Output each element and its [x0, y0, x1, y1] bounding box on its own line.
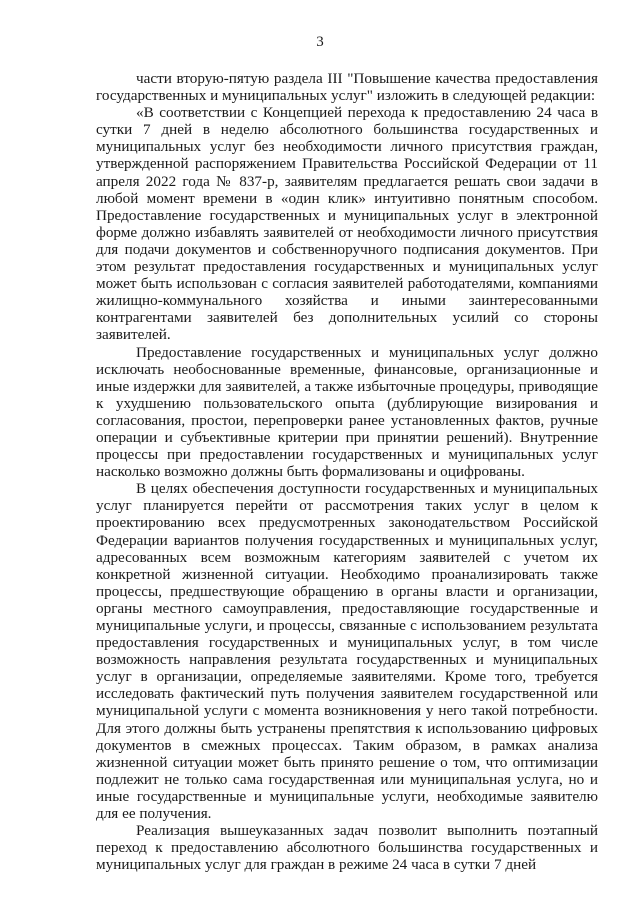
paragraph-accessibility: В целях обеспечения доступности государственных и муниципальных услуг планируется перейти от рассмотрения таких услуг в целом к проектированию всех предусмотренных законодательством Российской Федерации вариантов получения государственных и муниципальных услуг, адресованных всем возможным категориям заявителей с учетом их конкретной жизненной ситуации. Необходимо проанализировать также процессы, предшествующие обращению в органы власти и организации, органы местного самоуправления, предоставляющие государственные и муниципальные услуги, и процессы, связанные с использованием результата предоставления государственных и муниципальных услуг, в том числе возможность направления результата государственных и муниципальных услуг в организации, определяемые заявителями. Кроме того, требуется исследовать фактический путь получения заявителем государственной или муниципальной услуги с момента возникновения у него такой потребности. Для этого должны быть устранены препятствия к использованию цифровых документов в смежных процессах. Таким образом, в рамках анализа жизненной ситуации может быть принято решение о том, что оптимизации подлежит не только сама государственная или муниципальная услуга, но и иные государственные и муниципальные услуги, необходимые заявителю для ее получения.	[96, 480, 598, 823]
paragraph-amendment-intro: части вторую-пятую раздела III "Повышение качества предоставления государственных и муниципальных услуг" изложить в следующей редакции:	[96, 70, 598, 105]
paragraph-costs: Предоставление государственных и муниципальных услуг должно исключать необоснованные временные, финансовые, организационные и иные издержки для заявителей, а также избыточные процедуры, приводящие к ухудшению пользовательского опыта (дублирующие визирования и согласования, простои, перепроверки ранее установленных фактов, ручные операции и субъективные критерии при принятии решений). Внутренние процессы при предоставлении государственных и муниципальных услуг насколько возможно должны быть формализованы и оцифрованы.	[96, 343, 598, 481]
page-number: 3	[316, 34, 324, 50]
paragraph-implementation: Реализация вышеуказанных задач позволит выполнить поэтапный переход к предоставлению абсолютного большинства государственных и муниципальных услуг для граждан в режиме 24 часа в сутки 7 дней	[96, 822, 598, 874]
document-body	[96, 70, 598, 873]
paragraph-concept: «В соответствии с Концепцией перехода к предоставлению 24 часа в сутки 7 дней в неделю абсолютного большинства государственных и муниципальных услуг без необходимости личного присутствия граждан, утвержденной распоряжением Правительства Российской Федерации от 11 апреля 2022 года № 837-р, заявителям предлагается решать свои задачи в любой момент времени в «один клик» интуитивно понятным способом. Предоставление государственных и муниципальных услуг в электронной форме должно избавлять заявителей от необходимости личного присутствия для подачи документов и собственноручного подписания документов. При этом результат предоставления государственных и муниципальных услуг может быть использован с согласия заявителей работодателями, компаниями жилищно-коммунального хозяйства и иными заинтересованными контрагентами заявителей без дополнительных усилий со стороны заявителей.	[96, 104, 598, 344]
